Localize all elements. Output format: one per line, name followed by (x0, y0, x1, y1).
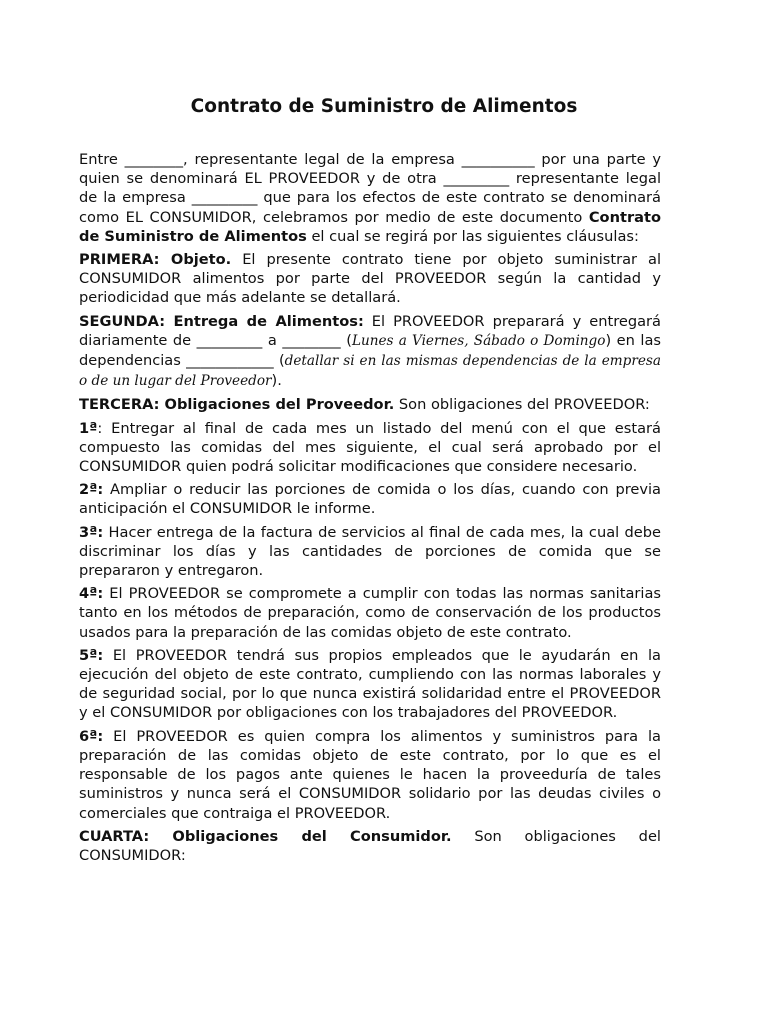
clause-primera-text: El presente contrato tiene por objeto suministrar al CONSUMIDOR alimentos por parte del PROVEEDOR según la cantidad y periodicidad que más adelante se detallará. (79, 251, 662, 307)
obligation-item (79, 727, 661, 823)
clause-cuarta-text: Son obligaciones del CONSUMIDOR: (79, 827, 661, 864)
clause-cuarta-heading: CUARTA: Obligaciones del Consumidor. (79, 827, 452, 845)
obligation-text: El PROVEEDOR se compromete a cumplir con todas las normas sanitarias tanto en los métodos de preparación, como de conservación de los productos usados para la preparación de las comidas objeto de este contrato. (79, 585, 661, 641)
obligation-number: 3ª: (79, 523, 104, 541)
obligation-item (79, 523, 661, 581)
obligation-item (79, 584, 661, 642)
clause-segunda-days-note: Lunes a Viernes, Sábado o Domingo (351, 332, 606, 349)
clause-segunda-text-1: El PROVEEDOR preparará y entregará diariamente de _________ a ________ ( (79, 312, 661, 349)
clause-segunda (79, 312, 661, 392)
obligation-item (79, 646, 661, 723)
obligation-number: 2ª: (79, 481, 104, 499)
obligation-number: 4ª: (79, 585, 104, 603)
clause-segunda-text-3: ). (271, 372, 282, 390)
intro-text-2: el cual se regirá por las siguientes cláusulas: (306, 227, 639, 245)
obligation-number: 1ª (79, 419, 98, 437)
obligation-text: Ampliar o reducir las porciones de comida o los días, cuando con previa anticipación el CONSUMIDOR le informe. (79, 481, 661, 518)
document-title: Contrato de Suministro de Alimentos (190, 96, 578, 117)
clause-tercera-text: Son obligaciones del PROVEEDOR: (394, 396, 650, 414)
obligation-text: El PROVEEDOR tendrá sus propios empleados que le ayudarán en la ejecución del objeto de este contrato, cumpliendo con las normas laborales y de seguridad social, por lo que nunca existirá solidaridad entre el PROVEEDOR y el CONSUMIDOR por obligaciones con los trabajadores del PROVEEDOR. (79, 646, 661, 722)
obligation-item (79, 419, 661, 477)
clause-primera-heading: PRIMERA: Objeto. (79, 251, 232, 269)
obligation-item (79, 480, 661, 518)
obligation-number: 6ª: (79, 727, 104, 745)
clause-tercera (79, 395, 661, 414)
clause-primera (79, 250, 661, 308)
obligation-text: : Entregar al final de cada mes un listado del menú con el que estará compuesto las comidas del mes siguiente, el cual será aprobado por el CONSUMIDOR quien podrá solicitar modificaciones que considere necesario. (79, 419, 661, 476)
clause-segunda-heading: SEGUNDA: Entrega de Alimentos: (79, 312, 364, 330)
document-body (79, 150, 661, 865)
clause-tercera-heading: TERCERA: Obligaciones del Proveedor. (79, 396, 395, 414)
intro-paragraph (79, 150, 661, 246)
clause-segunda-place-note: detallar si en las mismas dependencias de la empresa o de un lugar del Proveedor (79, 353, 661, 390)
obligation-text: El PROVEEDOR es quien compra los alimentos y suministros para la preparación de las comidas objeto de este contrato, por lo que es el responsable de los pagos ante quienes le hacen la proveeduría de tales suministros y nunca será el CONSUMIDOR solidario por las deudas civiles o comerciales que contraiga el PROVEEDOR. (79, 727, 661, 822)
clause-segunda-text-2: ) en las dependencias ____________ ( (79, 331, 661, 370)
intro-contract-name: Contrato de Suministro de Alimentos (79, 208, 661, 245)
clause-cuarta (79, 827, 661, 865)
obligation-number: 5ª: (79, 646, 104, 664)
intro-text-1: Entre ________, representante legal de la empresa __________ por una parte y quien se denominará EL PROVEEDOR y de otra _________ representante legal de la empresa _________ que para los efectos de este contrato se denominará como EL CONSUMIDOR, celebramos por medio de este documento (79, 151, 661, 226)
obligation-text: Hacer entrega de la factura de servicios al final de cada mes, la cual debe discriminar los días y las cantidades de porciones de comida que se prepararon y entregaron. (79, 523, 661, 580)
